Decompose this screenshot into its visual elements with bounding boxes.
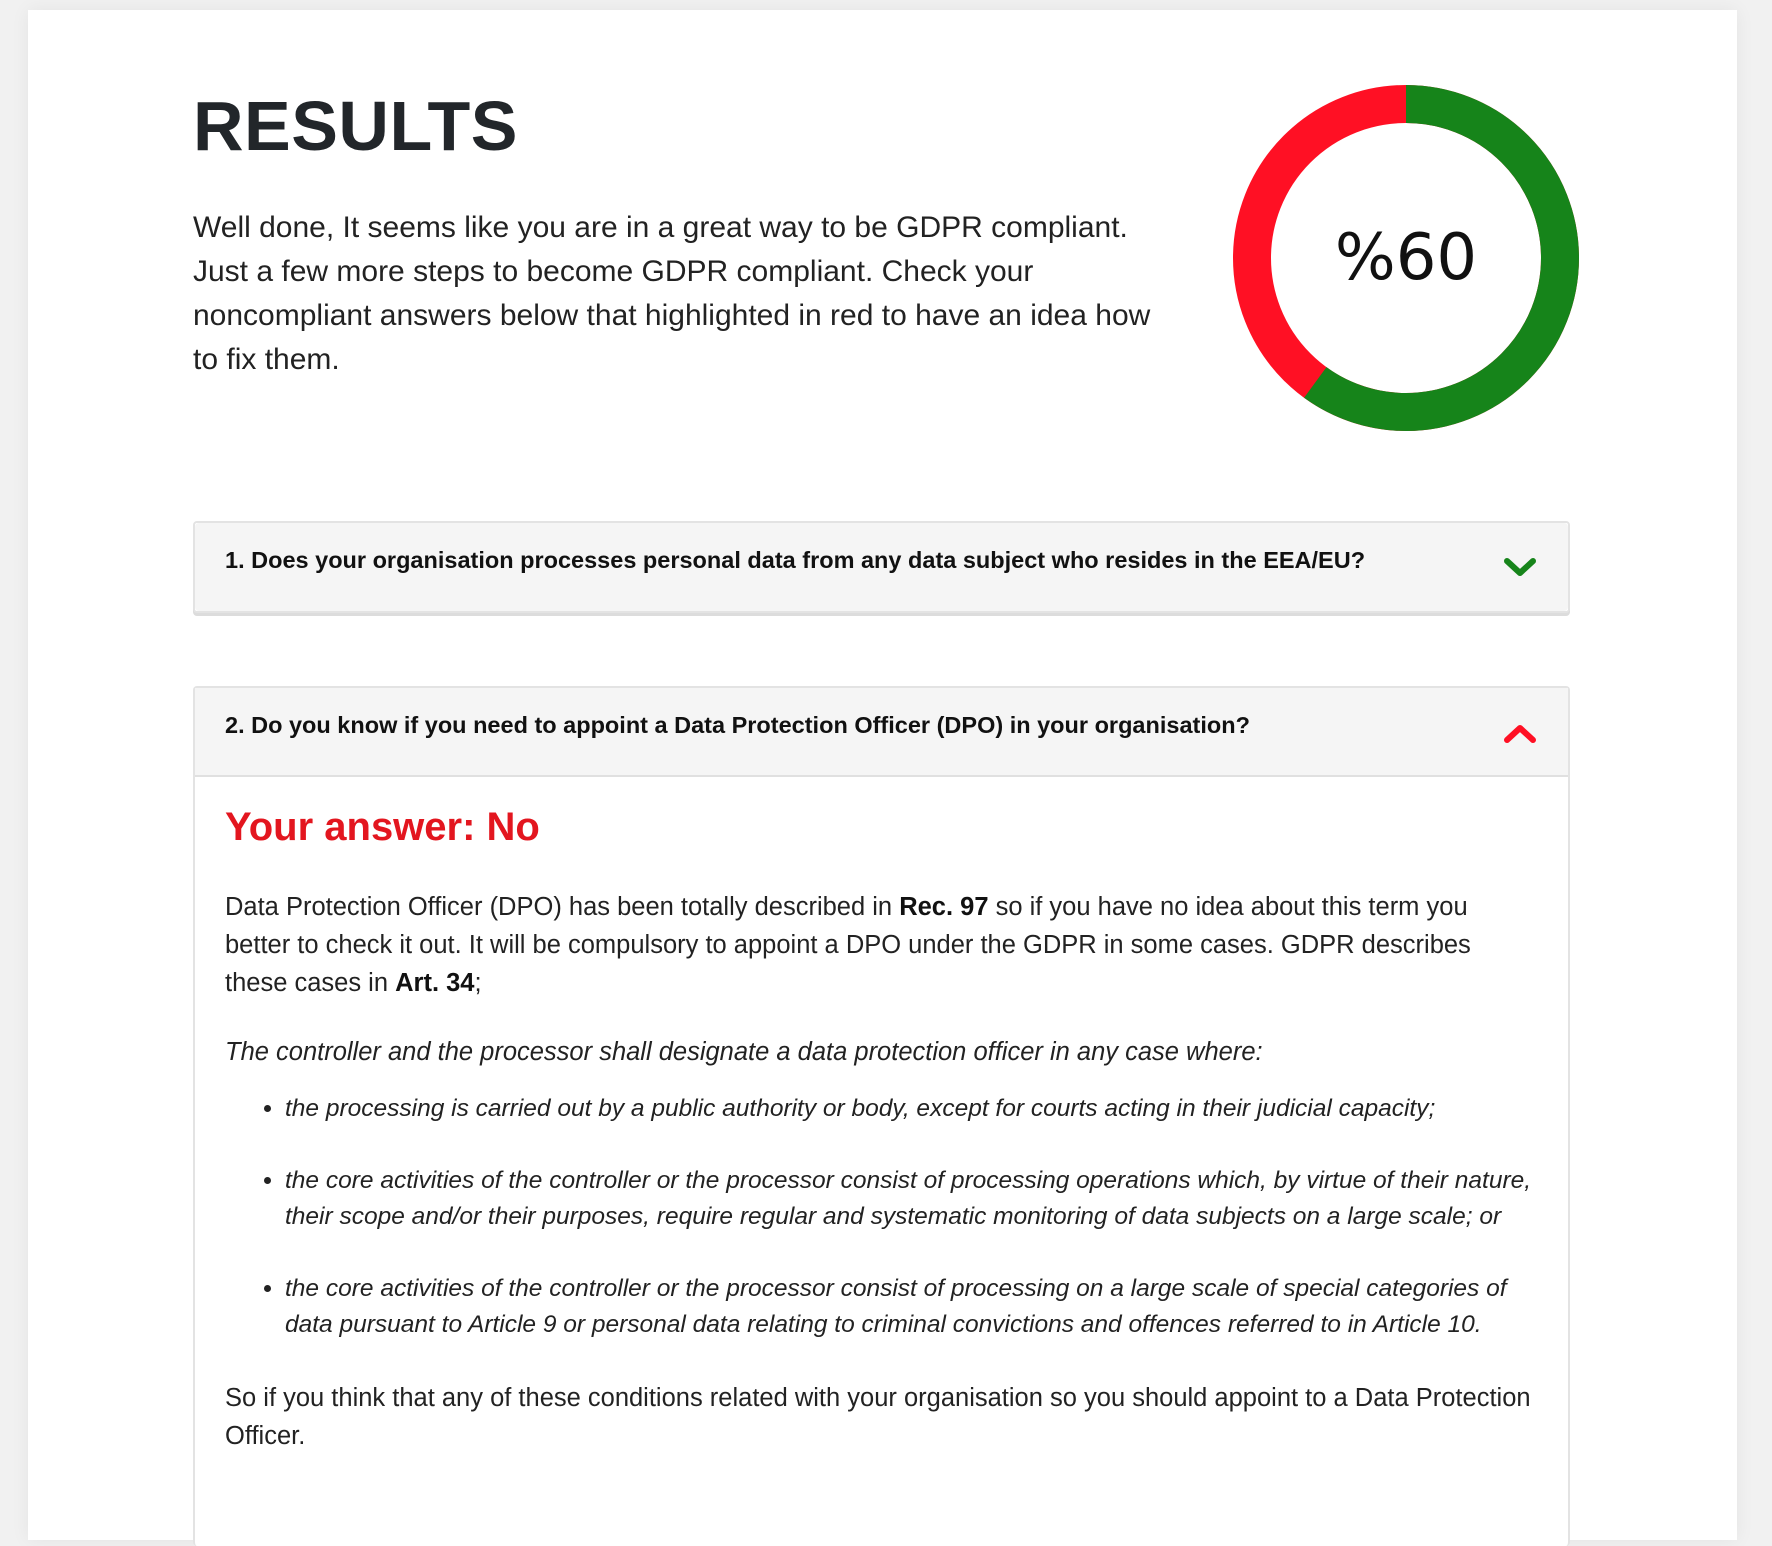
question-2-header[interactable] [195, 688, 1568, 777]
chevron-down-icon[interactable] [1502, 554, 1538, 580]
explanation-text: so if you have no idea about this term you better to check it out. It will be compulsory to appoint a DPO under the GDPR in some cases. GDPR describes these cases in [225, 893, 1471, 997]
question-accordion-1 [193, 521, 1570, 613]
closing-paragraph: So if you think that any of these conditions related with your organisation so you should appoint to a Data Protection Officer. [225, 1384, 1531, 1450]
condition-item: • the core activities of the controller or the processor consist of processing on a large scale of special categories of data pursuant to Article 9 or personal data relating to criminal convictions and offences referred to in Article 10. [285, 1271, 1538, 1343]
recital-reference: Rec. 97 [899, 893, 989, 921]
explanation-text: Data Protection Officer (DPO) has been totally described in [225, 893, 900, 921]
your-answer-heading: Your answer: No [225, 805, 540, 849]
quoted-intro: The controller and the processor shall designate a data protection officer in any case where: [225, 1038, 1263, 1066]
question-1-header[interactable] [195, 523, 1568, 611]
explanation-text: ; [474, 969, 482, 997]
question-2-body [195, 777, 1568, 1455]
condition-item: • the core activities of the controller or the processor consist of processing operations which, by virtue of their nature, their scope and/or their purposes, require regular and systematic monitoring of data subjects on a large scale; or [285, 1163, 1538, 1235]
chevron-up-icon[interactable] [1502, 721, 1538, 747]
score-percentage: %60 [1334, 221, 1478, 295]
question-accordion-2 [193, 686, 1570, 1546]
page-title: RESULTS [193, 87, 518, 165]
conditions-list [225, 1091, 1538, 1343]
intro-text: Well done, It seems like you are in a great way to be GDPR compliant. Just a few more steps to become GDPR compliant. Check your noncompliant answers below that highlighted in red to have an idea how to fix them. [193, 211, 1151, 376]
article-reference: Art. 34 [395, 969, 475, 997]
question-2-title: 2. Do you know if you need to appoint a Data Protection Officer (DPO) in your organisation? [225, 712, 1250, 738]
condition-item: • the processing is carried out by a public authority or body, except for courts acting in their judicial capacity; [285, 1091, 1538, 1127]
explanation-paragraph [225, 888, 1538, 1002]
question-1-title: 1. Does your organisation processes personal data from any data subject who resides in the EEA/EU? [225, 547, 1366, 573]
